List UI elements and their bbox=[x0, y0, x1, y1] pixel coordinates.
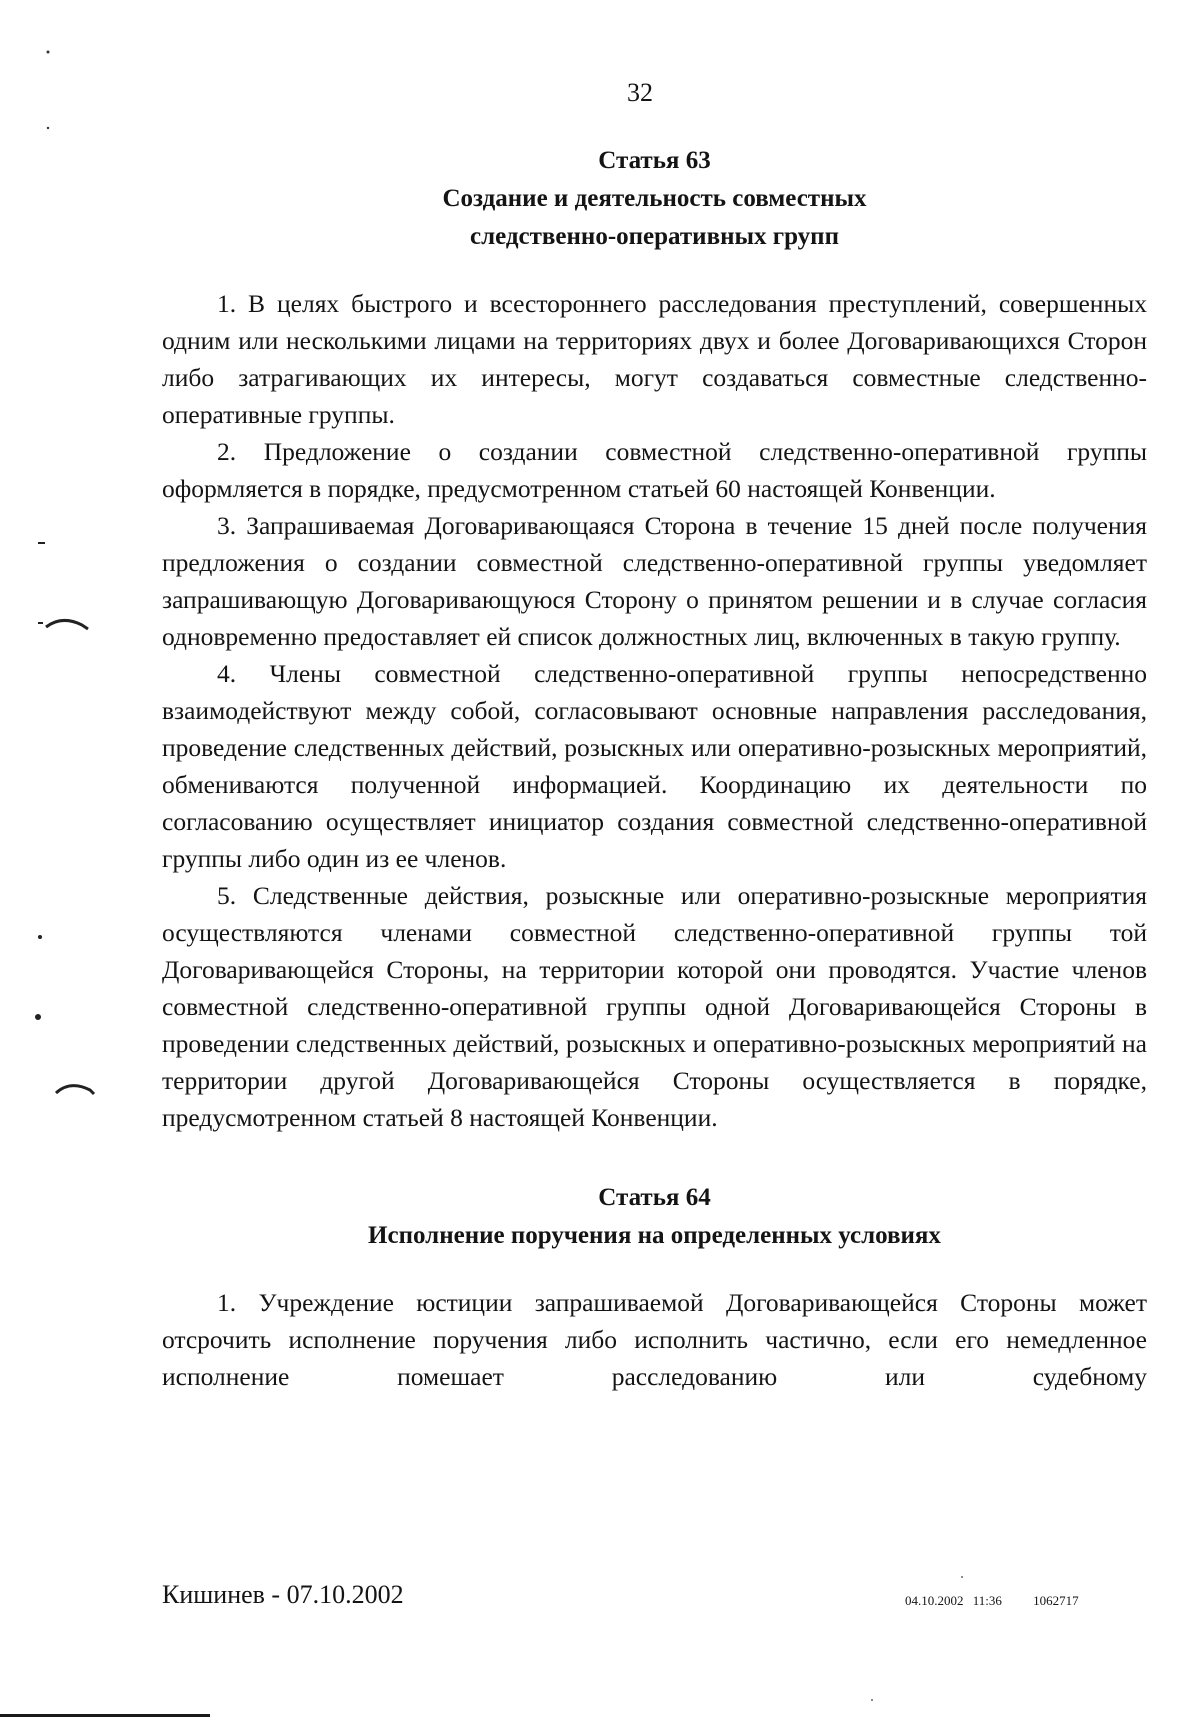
article-title-line: Создание и деятельность совместных bbox=[442, 185, 867, 212]
article-heading bbox=[162, 1179, 1147, 1255]
footer-stamp bbox=[905, 1593, 1079, 1609]
article-63 bbox=[162, 142, 1147, 1136]
article-heading bbox=[162, 142, 1147, 256]
footer-doc-code: 1062717 bbox=[1033, 1593, 1079, 1608]
paragraph: 1. В целях быстрого и всестороннего расследования преступлений, совершенных одним или несколькими лицами на территориях двух и более Договаривающихся Сторон либо затрагивающих их интересы, могут создаваться совместные следственно-оперативные группы. bbox=[162, 289, 1147, 429]
footer-timestamp: 04.10.2002 11:36 bbox=[905, 1593, 1002, 1608]
article-64 bbox=[162, 1179, 1147, 1395]
article-title-line: следственно-оперативных групп bbox=[470, 223, 839, 250]
footer-place-date: Кишинев - 07.10.2002 bbox=[162, 1580, 404, 1609]
article-number: Статья 64 bbox=[598, 1184, 711, 1211]
paragraph: 4. Члены совместной следственно-оперативной группы непосредственно взаимодействуют между собой, согласовывают основные направления расследования, проведение следственных действий, розыскных или оперативно-розыскных мероприятий, обмениваются полученной информацией. Координацию их деятельности по согласованию осуществляет инициатор создания совместной следственно-оперативной группы либо один из ее членов. bbox=[162, 659, 1147, 873]
paragraph: 1. Учреждение юстиции запрашиваемой Договаривающейся Стороны может отсрочить исполнение поручения либо исполнить частично, если его немедленное исполнение помешает расследованию или судебному bbox=[162, 1288, 1147, 1391]
paragraph: 2. Предложение о создании совместной следственно-оперативной группы оформляется в порядке, предусмотренном статьей 60 настоящей Конвенции. bbox=[162, 437, 1147, 503]
scan-bottom-rule bbox=[0, 1714, 210, 1717]
page-number: 32 bbox=[627, 78, 653, 107]
article-number: Статья 63 bbox=[598, 147, 711, 174]
paragraph: 3. Запрашиваемая Договаривающаяся Сторона в течение 15 дней после получения предложения о создании совместной следственно-оперативной группы уведомляет запрашивающую Договаривающуюся Сторону о принятом решении и в случае согласия одновременно предоставляет ей список должностных лиц, включенных в такую группу. bbox=[162, 511, 1147, 651]
document-body bbox=[162, 142, 1147, 1395]
paragraph: 5. Следственные действия, розыскные или оперативно-розыскные мероприятия осуществляются членами совместной следственно-оперативной группы той Договаривающейся Стороны, на территории которой они проводятся. Участие членов совместной следственно-оперативной группы одной Договаривающейся Стороны в проведении следственных действий, розыскных и оперативно-розыскных мероприятий на территории другой Договаривающейся Стороны осуществляется в порядке, предусмотренном статьей 8 настоящей Конвенции. bbox=[162, 881, 1147, 1132]
article-title-line: Исполнение поручения на определенных условиях bbox=[368, 1222, 941, 1249]
